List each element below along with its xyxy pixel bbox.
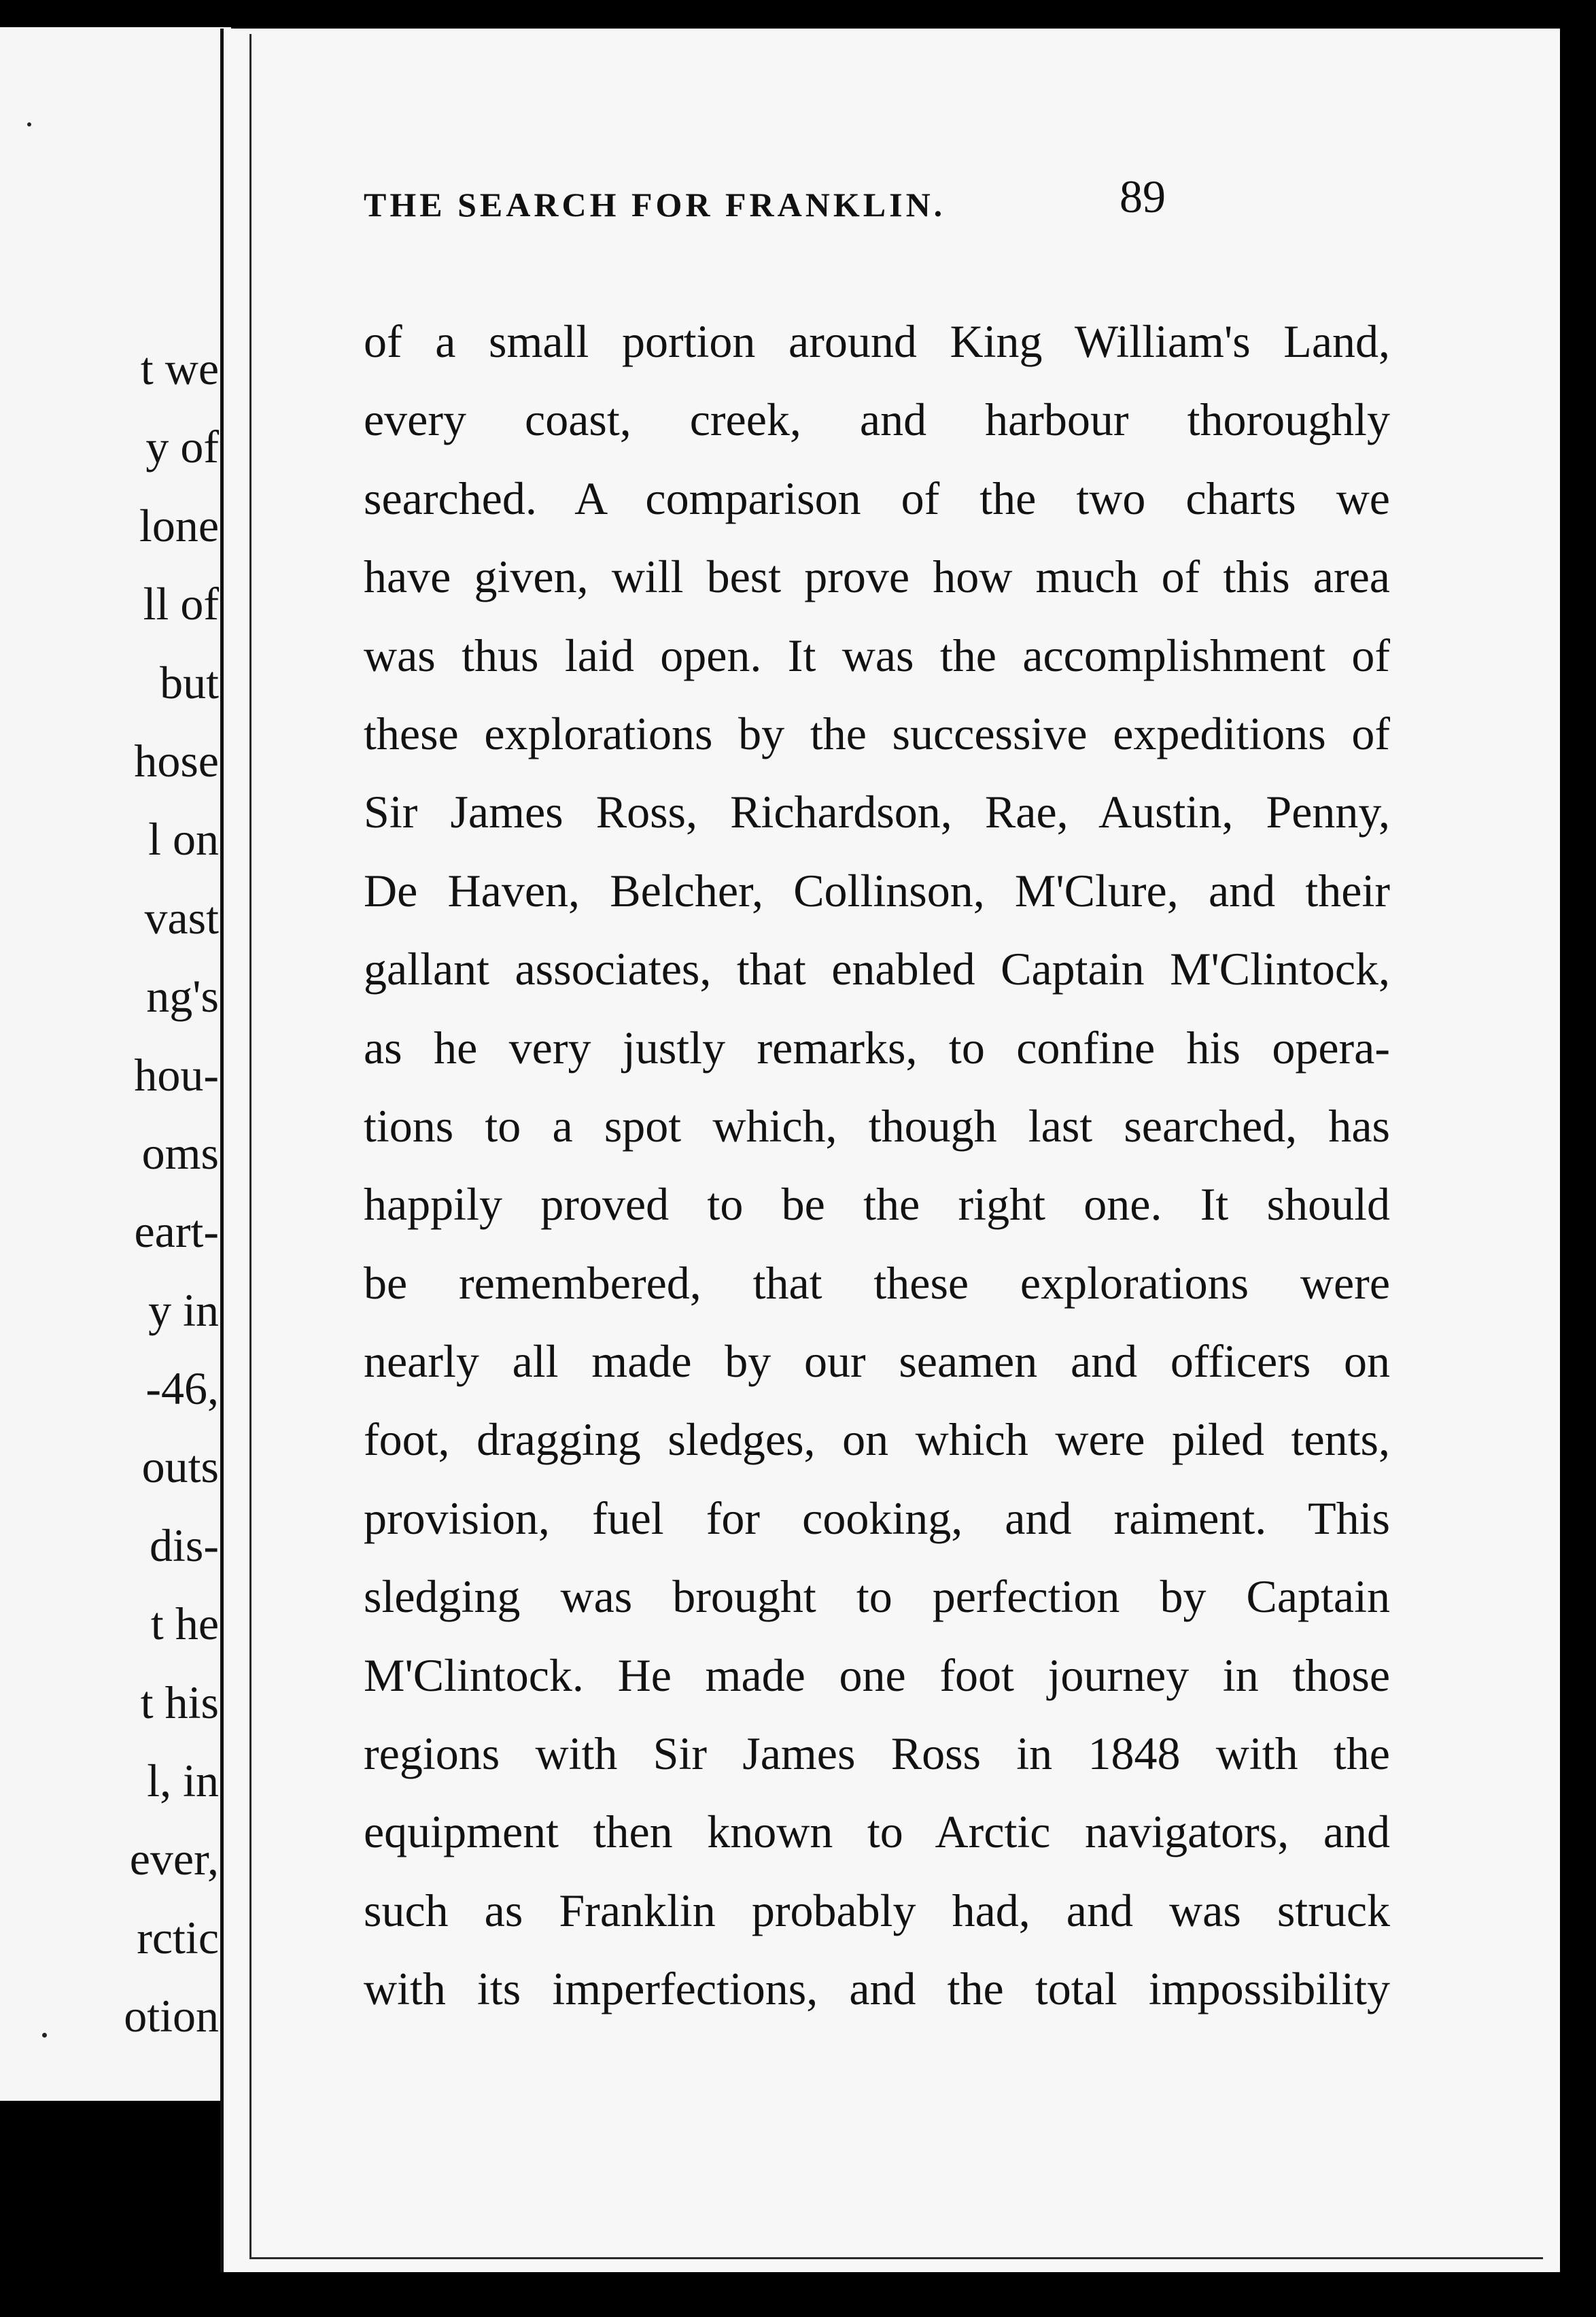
- left-line-fragment: ng's: [146, 970, 219, 1023]
- left-line-fragment: ll of: [143, 578, 219, 630]
- text-line: with its imperfections, and the total impossibility: [364, 1963, 1390, 2015]
- running-head-title: THE SEARCH FOR FRANKLIN.: [364, 186, 946, 224]
- page-number: 89: [1120, 171, 1166, 222]
- text-line: every coast, creek, and harbour thoroughly: [364, 394, 1390, 446]
- left-line-fragment: hose: [134, 734, 219, 787]
- left-line-fragment: l on: [148, 813, 219, 865]
- left-line-fragment: oms: [141, 1127, 219, 1179]
- text-line: nearly all made by our seamen and officers on: [364, 1335, 1390, 1388]
- text-line: searched. A comparison of the two charts we: [364, 472, 1390, 524]
- left-line-fragment: outs: [141, 1441, 219, 1493]
- left-line-fragment: y in: [148, 1284, 219, 1336]
- left-line-fragment: lone: [139, 499, 219, 551]
- text-line: provision, fuel for cooking, and raiment. This: [364, 1492, 1390, 1544]
- text-line: be remembered, that these explorations were: [364, 1256, 1390, 1309]
- ink-speck: [42, 2033, 47, 2038]
- left-line-fragment: l, in: [147, 1755, 219, 1807]
- left-line-fragment: otion: [124, 1990, 219, 2042]
- left-line-fragment: t his: [140, 1676, 219, 1728]
- text-line: sledging was brought to perfection by Captain: [364, 1571, 1390, 1623]
- ink-speck: [27, 122, 31, 126]
- body-text: [364, 303, 1390, 2029]
- text-line: Sir James Ross, Richardson, Rae, Austin, Penny,: [364, 786, 1390, 838]
- left-line-fragment: vast: [144, 891, 219, 944]
- left-line-fragment: y of: [145, 421, 219, 473]
- text-line: foot, dragging sledges, on which were piled tents,: [364, 1413, 1390, 1466]
- left-line-fragment: -46,: [145, 1362, 219, 1415]
- text-line: such as Franklin probably had, and was struck: [364, 1884, 1390, 1936]
- text-line: happily proved to be the right one. It should: [364, 1178, 1390, 1231]
- text-line: these explorations by the successive expeditions of: [364, 707, 1390, 759]
- text-line: of a small portion around King William's Land,: [364, 315, 1390, 367]
- text-line: De Haven, Belcher, Collinson, M'Clure, and their: [364, 864, 1390, 916]
- text-line: was thus laid open. It was the accomplishment of: [364, 629, 1390, 681]
- left-line-fragment: t we: [140, 343, 219, 394]
- text-line: as he very justly remarks, to confine his opera-: [364, 1021, 1390, 1074]
- left-line-fragment: eart-: [134, 1205, 219, 1258]
- text-line: regions with Sir James Ross in 1848 with the: [364, 1728, 1390, 1780]
- left-line-fragment: rctic: [137, 1911, 219, 1963]
- left-page: [0, 27, 234, 2101]
- left-line-fragment: hou-: [134, 1048, 219, 1101]
- text-line: have given, will best prove how much of this area: [364, 551, 1390, 603]
- left-line-fragment: but: [160, 656, 219, 708]
- left-line-fragment: ever,: [129, 1833, 219, 1885]
- text-line: equipment then known to Arctic navigators, and: [364, 1806, 1390, 1858]
- running-head: [364, 170, 1166, 238]
- left-line-fragment: dis-: [150, 1519, 219, 1571]
- text-line: gallant associates, that enabled Captain M'Clintock,: [364, 943, 1390, 995]
- text-line: tions to a spot which, though last searched, has: [364, 1099, 1390, 1152]
- left-line-fragment: t he: [150, 1598, 219, 1650]
- left-page-text: [0, 330, 219, 2056]
- text-line: M'Clintock. He made one foot journey in those: [364, 1649, 1390, 1701]
